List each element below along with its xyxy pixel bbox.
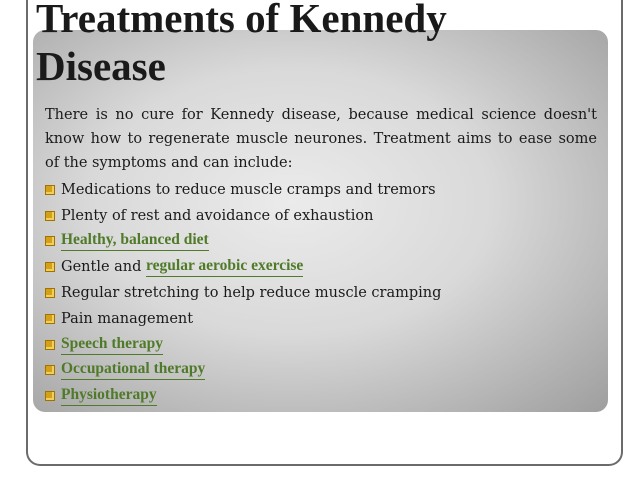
treatment-list [45, 177, 597, 409]
list-item [45, 332, 597, 358]
list-item-text: Gentle and [61, 259, 147, 276]
list-item [45, 280, 597, 306]
list-item [45, 358, 597, 384]
list-item-text: Pain management [61, 310, 194, 327]
list-item-text: Regular stretching to help reduce muscle cramping [61, 285, 442, 302]
list-item [45, 177, 597, 203]
list-item [45, 203, 597, 229]
square-bullet-icon [45, 262, 55, 272]
intro-paragraph: There is no cure for Kennedy disease, because medical science doesn't know how to regenerate muscle neurones. Treatment aims to ease some of the symptoms and can include: [45, 107, 597, 171]
list-item [45, 306, 597, 332]
square-bullet-icon [45, 340, 55, 350]
speech-therapy-link[interactable]: Speech therapy [61, 335, 163, 355]
title-line-2: Disease [36, 43, 166, 89]
aerobic-exercise-link[interactable]: regular aerobic exercise [146, 257, 303, 277]
square-bullet-icon [45, 288, 55, 298]
list-item-text: Plenty of rest and avoidance of exhaustion [61, 207, 374, 224]
physiotherapy-link[interactable]: Physiotherapy [61, 386, 157, 406]
square-bullet-icon [45, 365, 55, 375]
healthy-diet-link[interactable]: Healthy, balanced diet [61, 231, 209, 251]
square-bullet-icon [45, 211, 55, 221]
list-item [45, 383, 597, 409]
square-bullet-icon [45, 314, 55, 324]
list-item [45, 254, 597, 280]
square-bullet-icon [45, 236, 55, 246]
square-bullet-icon [45, 391, 55, 401]
title-line-1: Treatments of Kennedy [36, 0, 447, 41]
square-bullet-icon [45, 185, 55, 195]
slide-content [45, 103, 597, 409]
slide-title [36, 0, 447, 90]
list-item-text: Medications to reduce muscle cramps and tremors [61, 181, 436, 198]
list-item [45, 229, 597, 255]
occupational-therapy-link[interactable]: Occupational therapy [61, 360, 205, 380]
